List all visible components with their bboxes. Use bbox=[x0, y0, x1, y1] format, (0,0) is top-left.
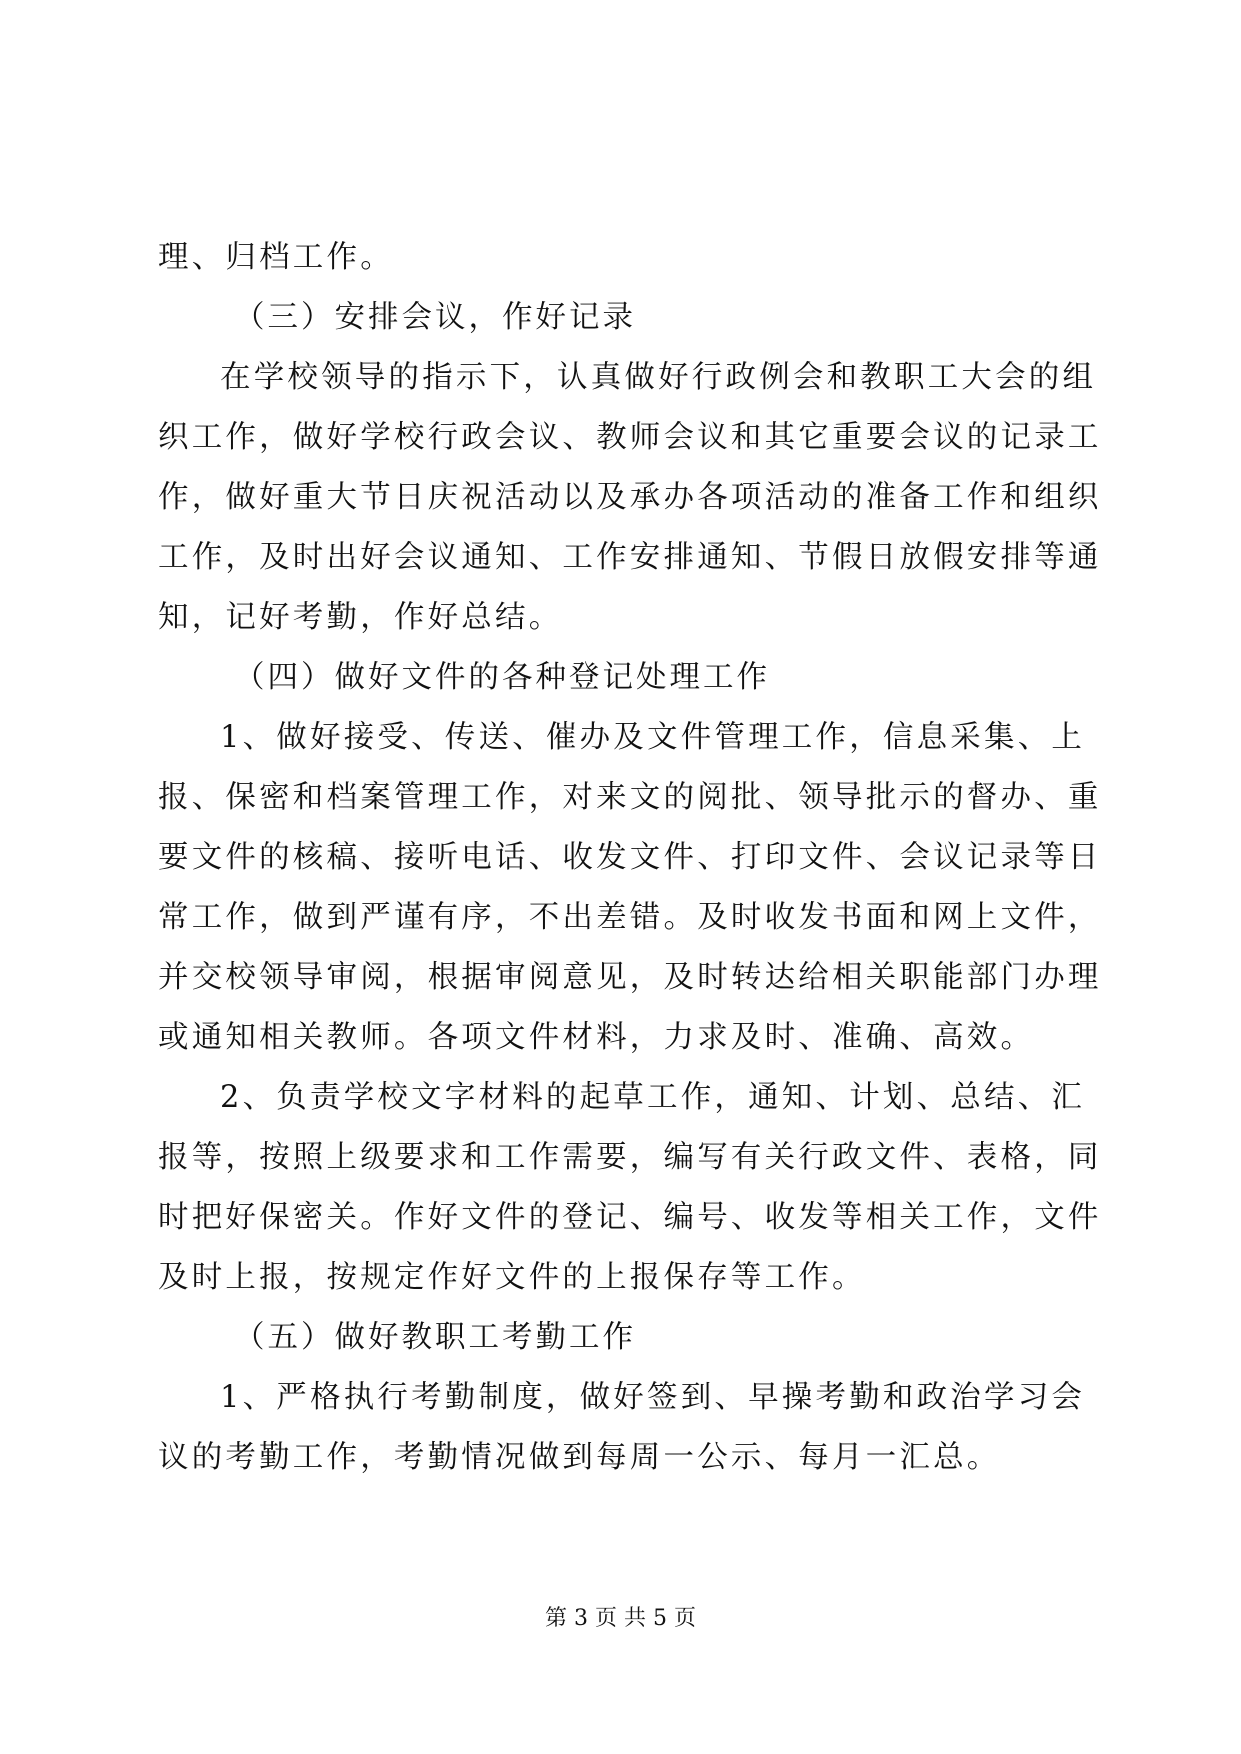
text-line: 及时上报，按规定作好文件的上报保存等工作。 bbox=[158, 1260, 866, 1295]
paragraph-line: 1、做好接受、传送、催办及文件管理工作，信息采集、上 bbox=[220, 720, 1086, 755]
text-line: 常工作，做到严谨有序，不出差错。及时收发书面和网上文件， bbox=[158, 900, 1102, 935]
document-body bbox=[158, 228, 1102, 1488]
text-line: 报、保密和档案管理工作，对来文的阅批、领导批示的督办、重 bbox=[158, 780, 1102, 815]
text-line: 作，做好重大节日庆祝活动以及承办各项活动的准备工作和组织 bbox=[158, 480, 1102, 515]
paragraph-line: 1、严格执行考勤制度，做好签到、早操考勤和政治学习会 bbox=[220, 1380, 1086, 1415]
text-line: 或通知相关教师。各项文件材料，力求及时、准确、高效。 bbox=[158, 1020, 1035, 1055]
paragraph-line: 在学校领导的指示下，认真做好行政例会和教职工大会的组 bbox=[220, 360, 1097, 395]
section-heading: （三）安排会议，作好记录 bbox=[234, 300, 636, 335]
section-heading: （五）做好教职工考勤工作 bbox=[234, 1320, 636, 1355]
text-line: 并交校领导审阅，根据审阅意见，及时转达给相关职能部门办理 bbox=[158, 960, 1102, 995]
text-line: 工作，及时出好会议通知、工作安排通知、节假日放假安排等通 bbox=[158, 540, 1102, 575]
text-line: 时把好保密关。作好文件的登记、编号、收发等相关工作，文件 bbox=[158, 1200, 1102, 1235]
section-heading: （四）做好文件的各种登记处理工作 bbox=[234, 660, 770, 695]
text-line: 要文件的核稿、接听电话、收发文件、打印文件、会议记录等日 bbox=[158, 840, 1102, 875]
text-line: 报等，按照上级要求和工作需要，编写有关行政文件、表格，同 bbox=[158, 1140, 1102, 1175]
text-line: 议的考勤工作，考勤情况做到每周一公示、每月一汇总。 bbox=[158, 1440, 1001, 1475]
page-number-footer: 第 3 页 共 5 页 bbox=[545, 1606, 696, 1631]
text-line: 理、归档工作。 bbox=[158, 240, 394, 275]
paragraph-line: 2、负责学校文字材料的起草工作，通知、计划、总结、汇 bbox=[220, 1080, 1086, 1115]
text-line: 织工作，做好学校行政会议、教师会议和其它重要会议的记录工 bbox=[158, 420, 1102, 455]
text-line: 知，记好考勤，作好总结。 bbox=[158, 600, 563, 635]
